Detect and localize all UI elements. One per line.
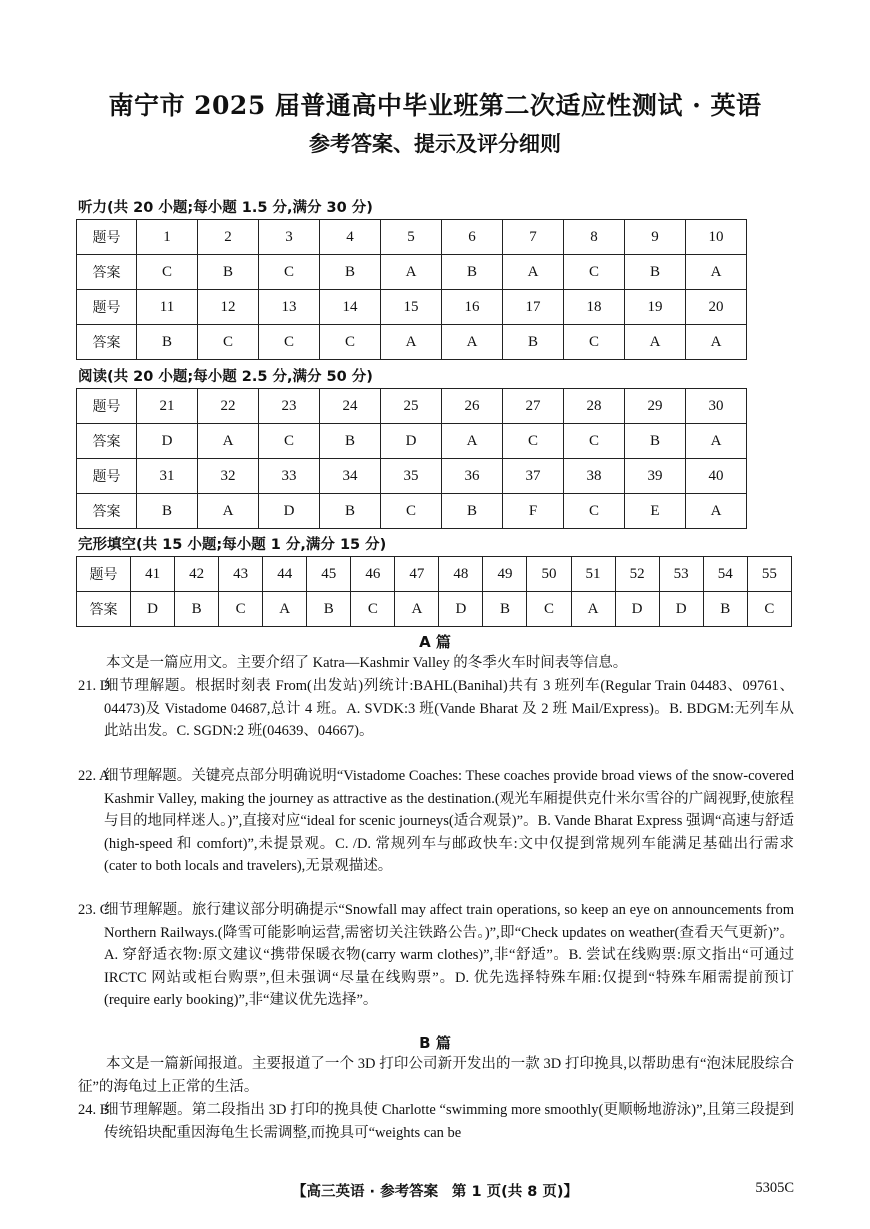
listening-answer-table xyxy=(76,219,747,360)
row-label: 答案 xyxy=(77,424,137,459)
question-number-cell: 1 xyxy=(137,220,198,255)
question-number-cell: 55 xyxy=(747,557,791,592)
question-number-cell: 43 xyxy=(219,557,263,592)
question-number-cell: 27 xyxy=(503,389,564,424)
answer-cell: A xyxy=(263,592,307,627)
question-number-cell: 24 xyxy=(320,389,381,424)
question-number-cell: 38 xyxy=(564,459,625,494)
question-number-cell: 34 xyxy=(320,459,381,494)
answer-row xyxy=(77,424,747,459)
answer-cell: A xyxy=(686,494,747,529)
answer-cell: B xyxy=(503,325,564,360)
question-number-cell: 2 xyxy=(198,220,259,255)
question-number-cell: 5 xyxy=(381,220,442,255)
answer-cell: C xyxy=(351,592,395,627)
answer-cell: B xyxy=(625,255,686,290)
answer-cell: B xyxy=(320,255,381,290)
answer-cell: D xyxy=(381,424,442,459)
page-subtitle: 参考答案、提示及评分细则 xyxy=(309,131,561,156)
answer-cell: B xyxy=(320,494,381,529)
question-number-cell: 25 xyxy=(381,389,442,424)
answer-cell: C xyxy=(747,592,791,627)
row-label: 题号 xyxy=(77,389,137,424)
question-number-cell: 4 xyxy=(320,220,381,255)
answer-row xyxy=(77,494,747,529)
answer-cell: A xyxy=(442,424,503,459)
answer-cell: B xyxy=(320,424,381,459)
answer-cell: C xyxy=(320,325,381,360)
answer-cell: A xyxy=(571,592,615,627)
answer-cell: B xyxy=(307,592,351,627)
answer-row xyxy=(77,255,747,290)
answer-cell: A xyxy=(686,255,747,290)
row-label: 答案 xyxy=(77,325,137,360)
question-number-cell: 10 xyxy=(686,220,747,255)
answer-cell: A xyxy=(198,494,259,529)
question-number-cell: 42 xyxy=(175,557,219,592)
question-number-cell: 21 xyxy=(137,389,198,424)
passage-a-title: A 篇 xyxy=(419,633,451,651)
section-reading-heading: 阅读(共 20 小题;每小题 2.5 分,满分 50 分) xyxy=(78,369,373,385)
row-label: 题号 xyxy=(77,220,137,255)
passage-b-title: B 篇 xyxy=(419,1034,451,1052)
answer-cell: D xyxy=(659,592,703,627)
question-number-cell: 28 xyxy=(564,389,625,424)
explanation-text: 细节理解题。根据时刻表 From(出发站)列统计:BAHL(Banihal)共有 3 班列车(Regular Train 04483、09761、04473)及 Vistadome 04687,总计 4 班。A. SVDK:3 班(Vande Bharat 及 2 班 Mail/Express)。B. BDGM:无列车从此站出发。C. SGDN:2 班(04639、04667)。 xyxy=(104,678,794,740)
question-number-cell: 46 xyxy=(351,557,395,592)
answer-cell: D xyxy=(131,592,175,627)
question-number-cell: 52 xyxy=(615,557,659,592)
answer-explanation-23 xyxy=(78,899,794,1012)
answer-cell: C xyxy=(503,424,564,459)
answer-cell: B xyxy=(137,325,198,360)
answer-cell: A xyxy=(686,325,747,360)
answer-cell: D xyxy=(615,592,659,627)
question-number-row xyxy=(77,220,747,255)
answer-cell: B xyxy=(703,592,747,627)
explanation-text: 细节理解题。关键亮点部分明确说明“Vistadome Coaches: These coaches provide broad views of the snow-covered Kashmir Valley, making the journey as attractive as the destination.(观光车厢提供克什米尔雪谷的广阔视野,使旅程与目的地同样迷人。)”,直接对应“ideal for scenic journeys(适合观景)”。B. Vande Bharat Express 强调“高速与舒适(high-speed 和 comfort)”,未提景观。C. /D. 常规列车与邮政快车:文中仅提到常规列车能满足基础出行需求(cater to both locals and travelers),无景观描述。 xyxy=(104,768,794,875)
answer-cell: A xyxy=(686,424,747,459)
question-number-cell: 51 xyxy=(571,557,615,592)
footer-page-number: 第 1 页(共 8 页)】 xyxy=(451,1184,579,1200)
question-number-row xyxy=(77,290,747,325)
answer-cell: C xyxy=(259,325,320,360)
footer-subject: 【高三英语 · 参考答案 xyxy=(291,1184,439,1200)
row-label: 答案 xyxy=(77,592,131,627)
answer-cell: D xyxy=(439,592,483,627)
answer-cell: B xyxy=(483,592,527,627)
answer-cell: C xyxy=(564,494,625,529)
answer-explanation-21 xyxy=(78,675,794,743)
answer-explanation-24 xyxy=(78,1099,794,1144)
row-label: 题号 xyxy=(77,557,131,592)
question-number-cell: 26 xyxy=(442,389,503,424)
section-listening-heading: 听力(共 20 小题;每小题 1.5 分,满分 30 分) xyxy=(78,200,373,216)
row-label: 答案 xyxy=(77,494,137,529)
answer-cell: D xyxy=(137,424,198,459)
row-label: 答案 xyxy=(77,255,137,290)
question-number-cell: 32 xyxy=(198,459,259,494)
question-number-cell: 36 xyxy=(442,459,503,494)
answer-cell: C xyxy=(198,325,259,360)
answer-cell: C xyxy=(381,494,442,529)
question-number-cell: 7 xyxy=(503,220,564,255)
question-number-cell: 22 xyxy=(198,389,259,424)
answer-row xyxy=(77,592,792,627)
passage-a-intro: 本文是一篇应用文。主要介绍了 Katra—Kashmir Valley 的冬季火车时间表等信息。 xyxy=(106,655,628,671)
answer-cell: C xyxy=(564,255,625,290)
explanation-number: 24. B xyxy=(78,1102,110,1118)
page-title: 南宁市 2025 届普通高中毕业班第二次适应性测试 · 英语 xyxy=(108,91,762,120)
question-number-cell: 39 xyxy=(625,459,686,494)
answer-cell: D xyxy=(259,494,320,529)
question-number-cell: 29 xyxy=(625,389,686,424)
question-number-cell: 23 xyxy=(259,389,320,424)
answer-row xyxy=(77,325,747,360)
answer-cell: C xyxy=(527,592,571,627)
answer-cell: C xyxy=(259,424,320,459)
row-label: 题号 xyxy=(77,459,137,494)
answer-cell: B xyxy=(175,592,219,627)
question-number-cell: 18 xyxy=(564,290,625,325)
question-number-cell: 47 xyxy=(395,557,439,592)
answer-cell: A xyxy=(625,325,686,360)
question-number-cell: 44 xyxy=(263,557,307,592)
question-number-cell: 6 xyxy=(442,220,503,255)
section-cloze-heading: 完形填空(共 15 小题;每小题 1 分,满分 15 分) xyxy=(78,537,387,553)
question-number-row xyxy=(77,557,792,592)
question-number-cell: 45 xyxy=(307,557,351,592)
question-number-cell: 14 xyxy=(320,290,381,325)
answer-cell: A xyxy=(381,325,442,360)
reading-answer-table xyxy=(76,388,747,529)
question-number-cell: 31 xyxy=(137,459,198,494)
question-number-row xyxy=(77,459,747,494)
explanation-number: 23. C xyxy=(78,902,110,918)
question-number-cell: 8 xyxy=(564,220,625,255)
answer-cell: C xyxy=(137,255,198,290)
question-number-cell: 9 xyxy=(625,220,686,255)
answer-cell: E xyxy=(625,494,686,529)
question-number-row xyxy=(77,389,747,424)
question-number-cell: 13 xyxy=(259,290,320,325)
question-number-cell: 48 xyxy=(439,557,483,592)
question-number-cell: 3 xyxy=(259,220,320,255)
question-number-cell: 11 xyxy=(137,290,198,325)
paper-code: 5305C xyxy=(755,1180,794,1196)
page-footer xyxy=(0,1180,870,1201)
cloze-answer-table xyxy=(76,556,792,627)
answer-cell: A xyxy=(395,592,439,627)
answer-cell: C xyxy=(564,424,625,459)
question-number-cell: 33 xyxy=(259,459,320,494)
answer-cell: C xyxy=(259,255,320,290)
question-number-cell: 54 xyxy=(703,557,747,592)
answer-cell: C xyxy=(564,325,625,360)
question-number-cell: 15 xyxy=(381,290,442,325)
explanation-text: 细节理解题。第二段指出 3D 打印的挽具使 Charlotte “swimming more smoothly(更顺畅地游泳)”,且第三段提到传统铅块配重因海龟生长需调整,而挽具可“weights can be xyxy=(104,1102,794,1141)
explanation-text: 细节理解题。旅行建议部分明确提示“Snowfall may affect train operations, so keep an eye on announcements from Northern Railways.(降雪可能影响运营,需密切关注铁路公告。)”,即“Check updates on weather(查看天气更新)”。A. 穿舒适衣物:原文建议“携带保暖衣物(carry warm clothes)”,非“舒适”。B. 尝试在线购票:原文指出“可通过 IRCTC 网站或柜台购票”,但未强调“尽量在线购票”。D. 优先选择特殊车厢:仅提到“特殊车厢需提前预订(require early booking)”,非“建议优先选择”。 xyxy=(104,902,794,1009)
answer-cell: B xyxy=(625,424,686,459)
question-number-cell: 17 xyxy=(503,290,564,325)
answer-cell: B xyxy=(137,494,198,529)
question-number-cell: 30 xyxy=(686,389,747,424)
question-number-cell: 49 xyxy=(483,557,527,592)
answer-cell: A xyxy=(198,424,259,459)
answer-cell: A xyxy=(503,255,564,290)
row-label: 题号 xyxy=(77,290,137,325)
question-number-cell: 12 xyxy=(198,290,259,325)
question-number-cell: 35 xyxy=(381,459,442,494)
question-number-cell: 20 xyxy=(686,290,747,325)
explanation-number: 22. A xyxy=(78,768,110,784)
answer-explanation-22 xyxy=(78,765,794,878)
answer-cell: B xyxy=(442,494,503,529)
answer-cell: B xyxy=(442,255,503,290)
question-number-cell: 37 xyxy=(503,459,564,494)
question-number-cell: 53 xyxy=(659,557,703,592)
answer-cell: A xyxy=(381,255,442,290)
question-number-cell: 19 xyxy=(625,290,686,325)
question-number-cell: 50 xyxy=(527,557,571,592)
answer-cell: B xyxy=(198,255,259,290)
question-number-cell: 41 xyxy=(131,557,175,592)
answer-cell: F xyxy=(503,494,564,529)
answer-cell: A xyxy=(442,325,503,360)
passage-b-intro: 本文是一篇新闻报道。主要报道了一个 3D 打印公司新开发出的一款 3D 打印挽具,以帮助患有“泡沫屁股综合征”的海龟过上正常的生活。 xyxy=(78,1056,794,1095)
question-number-cell: 16 xyxy=(442,290,503,325)
answer-cell: C xyxy=(219,592,263,627)
question-number-cell: 40 xyxy=(686,459,747,494)
explanation-number: 21. D xyxy=(78,678,111,694)
